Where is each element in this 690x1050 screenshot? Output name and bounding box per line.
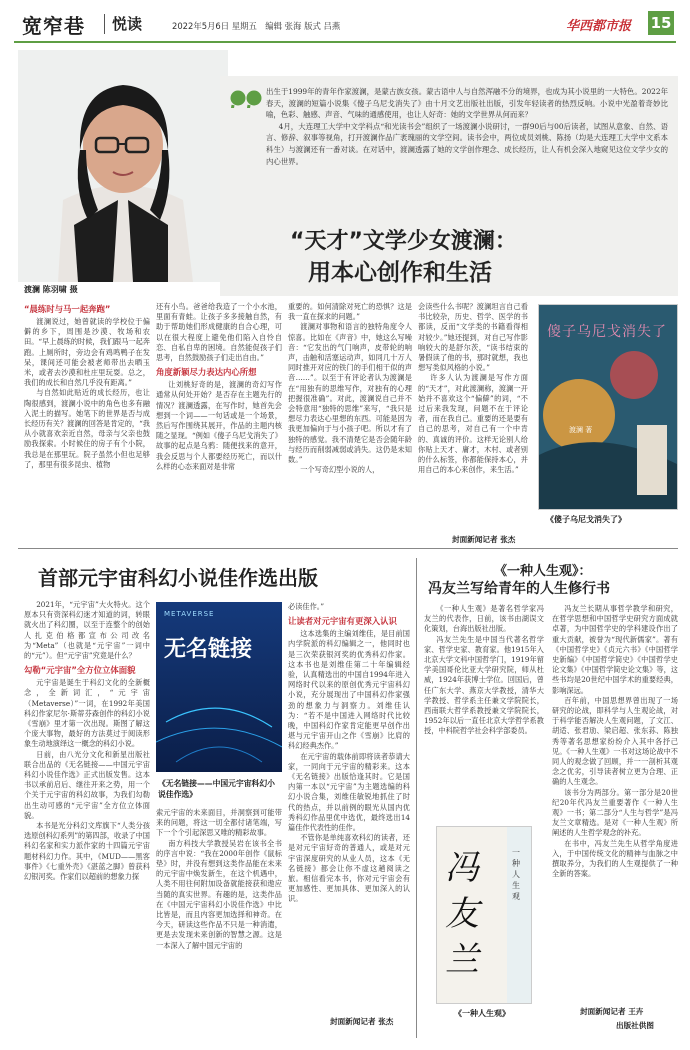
article3-credit-2: 出版社供图 bbox=[616, 1021, 654, 1030]
book-cover-title: 无名链接 bbox=[164, 637, 253, 662]
article1-col4 bbox=[418, 302, 528, 534]
quote-icon bbox=[230, 88, 264, 112]
body-para: 南方科技大学教授吴岩在该书全书的序言中说：“我在2000年创作《鼠标垫》时，并没有想到这类作品能在未来的元宇宙中焕发新生，在这个机遇中，人类不用往何附加设备就能接获和遨应当随的真实世界。有趣的是，这类作品在《中国元宇宙科幻小说佳作选》中比比皆是，而且内容更加选择和神奇。在今天，研读这些作品不只是一种消遣，更是去发现未来创新的智慧之源。这是一本深入了解中国元宇宙的 bbox=[156, 838, 282, 950]
body-para: 百年前，中国思想界曾出现了一场研究的论战，即科学与人生观论战，对于科学能否解决人生观问题，了文江、胡适、张君劢、梁启超、张东荪、陈独秀等著名思想家纷纷介入其中各抒己见。《一种人生观》一书对这场论战中不同人的观念做了回顾，并一一剖析其观念之优劣，引导读者树立更为合理、正确的人生观念。 bbox=[552, 695, 678, 787]
book-cover-author: 渡澜 著 bbox=[569, 426, 593, 434]
article3-headline-1: 《一种人生观》： bbox=[494, 564, 592, 579]
article3-col2 bbox=[552, 604, 678, 964]
book-cover-subtitle: 一种人生观 bbox=[512, 848, 520, 901]
body-para: 会读些什么书呢？渡澜坦言自己看书比较杂，历史、哲学、医学的书都读，反而“文学类的书籍看得相对较少。”她还提到，对自己写作影响较大的是舒尔茨，“读书结束的暑假读了他的书，那时就想，我也想写类似风格的小说。” bbox=[418, 302, 528, 373]
intro-text bbox=[266, 86, 668, 186]
body-para: 渡澜说过，她曾就读的学校位于偏僻的乡下，周围是沙漠、牧场和农田。“早上晨练的时候，我们跟马一起奔跑。上厕所时，旁边会有鸡鸣鸭子在发呆，课间还可能会被老师带出去晒玉米，或者去沙漠和杜庄里玩耍。总之，我们的成长和自然几乎没有距离。” bbox=[24, 317, 150, 388]
photo-caption: 渡澜 陈羽啸 摄 bbox=[24, 285, 78, 294]
intro-para-2: 4月，大连理工大学中文学科点“和光读书会”组织了一场渡澜小说研讨，一群90后与00后读者，试图从意象、自然、语言、修辞、叙事等视角，打开渡澜作品广袤瑰丽的文学空间。读书会中，两位成员刘桃、陈扬（均是大连理工大学中文系本科生）与渡澜还有一番对谈。在对话中，渡澜透露了她的文学创作理念、成长经历，让人有机会深入地窥见这位文学少女的内心世界。 bbox=[266, 121, 668, 166]
intro-para: 出生于1999年的青年作家渡澜，是蒙古族女孩。蒙古语中人与自然浑融不分的境界，也成为其小说里的一大特色。2022年春天，渡澜的短篇小说集《傻子乌尼戈消失了》由十月文艺出版社出版，引发年轻读者的热烈反响。小说中光盈着奇妙比喻，色彩、触感、声音、气味的通感使用，也让人好奇：她的文学世界从何而来？ bbox=[266, 87, 668, 120]
body-para: 冯友兰先生是中国当代著名哲学家、哲学史家、教育家。他1915年入北京大学文科中国哲学门，1919年留学美国哥伦比亚大学研究院，师从杜威，1924年获博士学位。回国后，曾任广东大学、燕京大学教授，清华大学教授、哲学系主任兼文学院院长，西南联大哲学系教授兼文学院院长，1952年以后一直任北京大学哲学系教授，中科院哲学社会科学部委员。 bbox=[424, 634, 544, 736]
section-divider bbox=[104, 14, 105, 34]
book-brand: METAVERSE bbox=[164, 610, 215, 618]
section-title: 宽窄巷 bbox=[22, 14, 85, 38]
header-rule bbox=[14, 41, 676, 43]
subhead-angle: 角度新颖尽力表达内心所想 bbox=[156, 367, 257, 378]
body-para: 还有小鸟。爸爸给我造了一个小水池，里面有青蛙。让孩子多多接触自然，有助于帮助她们形成健康的自合心理，可以在很大程度上避免他们陷入自怜自恋、自私自卑的困境。自然能促孩子们思考，自然鼓励孩子们走出自由。” bbox=[156, 302, 282, 363]
body-para: 日前，由八光分文化和新星出版社联合出品的《无名链接——中国元宇宙科幻小说佳作选》正式出版发售。这本书以承前启后、继往开来之势，用一个个关于元宇宙的科幻故事，为我们勾勒出生动可感的“元宇宙”全方位立体面貌。 bbox=[24, 749, 150, 820]
book-cover-feng bbox=[436, 826, 532, 1004]
page-header bbox=[0, 0, 690, 46]
body-para: 不管你是单纯喜欢科幻的读者，还是对元宇宙好奇的普通人，或是对元宇宙深度研究的从业人员，这本《无名链接》都会让你不虚这趟阅读之旅。相信看完本书，你对元宇宙会有更加感性、更加具体、更加深入的认识。 bbox=[288, 833, 410, 904]
body-para: 重要的。如何清除对死亡的恐惧？这是我一直在探求的问题。” bbox=[288, 302, 412, 322]
portrait-illustration bbox=[18, 50, 228, 282]
article3-col1 bbox=[424, 604, 544, 820]
book-caption-wuming bbox=[158, 778, 282, 800]
issue-meta: 2022年5月6日 星期五 编辑 张海 版式 吕燕 bbox=[172, 21, 341, 31]
body-para: 2021年，“元宇宙”大火特火。这个原本只有资深科幻迷才知道的词，转眼就火出了科幻圈，以至于连整个的创始人扎克伯格都宣布公司改名为“Meta”（也就是“元宇宙”一词中的“元”）。但“元宇宙”究竟是什么？ bbox=[24, 600, 150, 661]
divider-horizontal bbox=[18, 548, 678, 549]
body-para: 这本选集的主编刘维佳，是目前国内学院派的科幻编辑之一，他同时也是三次荣获银河奖的优秀科幻作家。这本书也是刘维佳第二十年编辑经验，认真精选出的中国自1994年进入网络时代以来的原创优秀元宇宙科幻小说，充分展现出了中国科幻作家强劲的想象力与洞察力。刘维佳认为：“若不是中国进入网络时代比较晚，中国科幻作家肯定能更早创作出堪与元宇宙开山之作《雪崩》比肩的科幻经典杰作。” bbox=[288, 629, 410, 751]
body-para: 冯友兰长期从事哲学教学和研究，在哲学思想和中国哲学史研究方面成就卓著，为中国哲学史的学科建设作出了重大贡献，被誉为“现代新儒家”。著有《中国哲学史》《贞元六书》《中国哲学史新编》《中国哲学简史》《中国哲学史论文集》《中国哲学简史论文集》等，这些书均是20世纪中国学术的重要经典，影响深远。 bbox=[552, 604, 678, 695]
body-para: 与自然如此贴近的成长经历，也让陶很感到，渡澜小说中的角色也多有融入泥土的描写。她笔下的世界是否与成长经历有关？渡澜的回答是肯定的，“我从小就喜欢亲近自然，母亲与父亲也鼓励我探索。小时候住的房子有个小院，我总是在那里玩。院子虽然小但也足够了，那里有很多昆虫、植物 bbox=[24, 388, 150, 469]
article1-col1 bbox=[24, 300, 150, 544]
book-cover-wuming bbox=[156, 602, 282, 772]
divider-vertical bbox=[416, 558, 417, 1038]
body-para: 在书中，冯友兰先生从哲学角度进入，于中国传统文化的精神与血脉之中撰取养分，为我们的人生观提供了一种全新的答案。 bbox=[552, 838, 678, 879]
article3-credit-1: 封面新闻记者 王卉 bbox=[580, 1007, 644, 1016]
body-para: 索元宇宙的未来面目，并洞察到可能带来的问题，将这一切全都付诸笔端，写下一个个引起深思又唯的精彩故事。 bbox=[156, 808, 282, 838]
newspaper-logo: 华西都市报 bbox=[566, 19, 632, 34]
book-caption-uniga: 《傻子乌尼戈消失了》 bbox=[546, 515, 626, 524]
body-para: 必读佳作。” bbox=[288, 602, 325, 611]
article2-col1 bbox=[24, 600, 150, 1030]
body-para: 许多人认为渡澜是写作方面的“天才”，对此渡澜称，渡澜一开始并不喜欢这个“偏僻”的词，“不过后来我发现，问题不在于评论者，而在我自己。重要的还是要有自己的思考，对自己有一个中肯的、真诚的评价。这样无论别人给你贴上天才、庸才，木村、或者别的什么标签，你都能保持本心，并用自己的本心来创作，来生活。” bbox=[418, 373, 528, 475]
book-cover-uniga bbox=[538, 304, 678, 510]
body-para: 渡澜对事物和语言的独特角度令人惊喜。比如在《声音》中，她这么写噪音：“它发出的气门响声，皮带轮的响声，击触和活塞运动声，如同几十万人同时推开对应的铁门的手们相干似的声音……”。以至于有评论者认为渡澜是在“用独有的思维写作，对独有的心理把握很准确”。对此，渡澜说自己并不会特意用“独特的思维”来写，“我只是想尽力表达心里想的东西。可能是因为我更加偏向于与小孩子吧。所以才有了独特的感觉。我不清楚它是否会随年龄与经历而削弱减弱或消失。这仍是未知数。” bbox=[288, 322, 412, 465]
subhead-understanding: 让读者对元宇宙有更深入认识 bbox=[288, 616, 397, 627]
author-photo bbox=[18, 50, 228, 282]
article3-headline-2: 冯友兰写给青年的人生修行书 bbox=[428, 581, 610, 597]
subhead-running: “晨练时与马一起奔跑” bbox=[24, 304, 111, 314]
section-subtitle: 悦读 bbox=[112, 15, 143, 33]
book-cover-title: 傻子乌尼戈消失了 bbox=[547, 324, 667, 340]
body-para: 在元宇宙的载体前即将读者恭请大家，一同向于元宇宙的精彩来。这本《无名链接》出版恰逢其时。它是国内第一本以“元宇宙”为主题选编的科幻小说合集，刘维佳敏锐地抓住了时代的热点，并以前例的眼光从国内优秀科幻作品里优中选优，最终选出14篇佳作代表性的佳作。 bbox=[288, 751, 410, 833]
lead-headline-1: “天才”文学少女渡澜： bbox=[290, 229, 517, 254]
article2-headline: 首部元宇宙科幻小说佳作选出版 bbox=[38, 566, 318, 590]
article2-col3 bbox=[288, 602, 410, 1014]
article2-credit: 封面新闻记者 张杰 bbox=[330, 1017, 394, 1026]
body-para: 一个写奇幻型小说的人， bbox=[300, 465, 380, 475]
page-number: 15 bbox=[648, 11, 674, 35]
subhead-metaverse: 勾勒“元宇宙”全方位立体面貌 bbox=[24, 665, 136, 676]
article2-col2 bbox=[156, 808, 282, 1030]
book-caption-text: 《无名链接——中国元宇宙科幻小说佳作选》 bbox=[158, 779, 275, 799]
book-cover-calligraphy: 冯友兰 bbox=[445, 848, 479, 980]
article1-col2 bbox=[156, 302, 282, 544]
book-caption-feng: 《一种人生观》 bbox=[454, 1009, 510, 1018]
body-para: 让刘桃好奇的是，渡澜的奇幻写作通常从何处开始？是否存在主题先行的情况？渡澜透露，在写作时，她首先会想到一个词——一句话或是一个场景，然后写作围绕其展开，作品的主题内核随之显现。“例如《傻子乌尼戈消失了》故事的起点是乌鸦：随便找来的意开，我会反思与个人都要经历死亡，而以什么样的心态来面对是非常 bbox=[156, 380, 282, 471]
article1-col3 bbox=[288, 302, 412, 544]
body-para: 《一种人生观》是著名哲学家冯友兰的代表作，日前，该书由湖误文化策划，台海出版社出版。 bbox=[424, 604, 544, 634]
lead-headline-2: 用本心创作和生活 bbox=[308, 260, 492, 286]
article1-credit: 封面新闻记者 张杰 bbox=[452, 535, 516, 544]
body-para: 本书是光分科幻文库旗下“人类分孩选原创科幻系列”的第四部，收录了中国科幻名家和实力派作家的十四篇元宇宙题材科幻力作。其中，《MUD——黑客事件》《七重外壳》《湛蓝之脚》曾获科幻银河奖。作家们以超前的想象力探 bbox=[24, 821, 150, 882]
body-para: 该书分为两部分。第一部分是20世纪20年代冯友兰重要著作《一种人生观》一书；第二部分“人生与哲学”是冯友兰文章精选。是对《一种人生观》所阐述的人生哲学观念的补充。 bbox=[552, 787, 678, 838]
body-para: 元宇宙是诞生于科幻文化的全新概念，全新词汇，“元宇宙（Metaverse）”一词，在1992年美国科幻作家尼尔·斯蒂芬森创作的科幻小说《雪崩》里才第一次出现。斯图了解这个庞大事物，最好的方法莫过于阅读形象生动地演绎这一概念的科幻小说。 bbox=[24, 678, 150, 749]
